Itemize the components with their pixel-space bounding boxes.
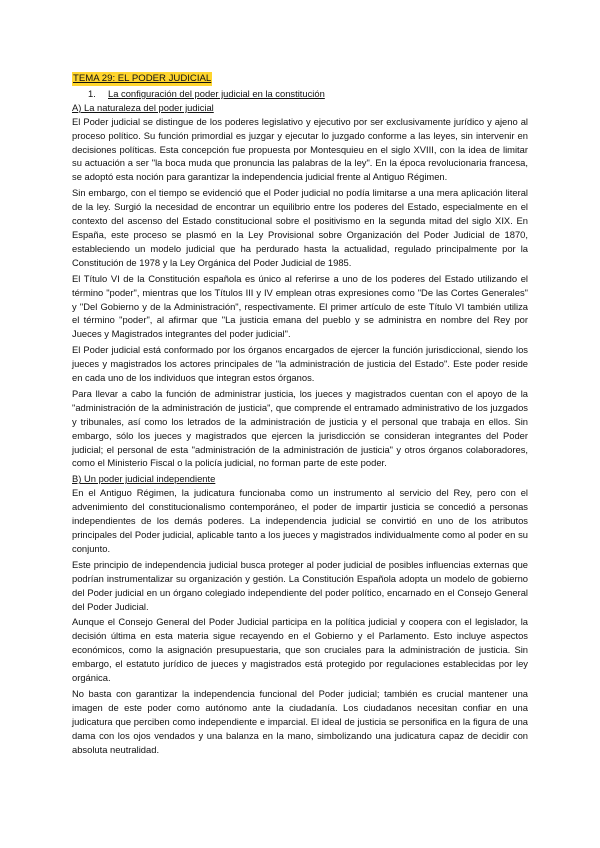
subsection-heading: B) Un poder judicial independiente xyxy=(72,473,216,485)
section-number: 1. xyxy=(88,87,96,99)
section-title-line xyxy=(88,87,528,101)
paragraph: No basta con garantizar la independencia funcional del Poder judicial; también es crucial mantener una imagen de este poder como autónomo ante la ciudadanía. Los ciudadanos necesitan confiar en una judicatura que perciben como independiente e imparcial. El ideal de justicia se personifica en la figura de una dama con los ojos vendados y una balanza en la mano, simbolizando una judicatura capaz de decidir con absoluta neutralidad. xyxy=(72,687,528,755)
paragraph: Para llevar a cabo la función de administrar justicia, los jueces y magistrados cuentan con el apoyo de la "administración de la administración de justicia", que comprende el entramado administrativo de los juzgados y tribunales, así como los letrados de la administración de justicia y el personal que trabaja en ellos. Sin embargo, sólo los jueces y magistrados que ejercen la jurisdicción se consideran integrantes del Poder judicial; el personal de esta "administración de la administración de justicia" y otros órganos colaboradores, como el Ministerio Fiscal o la policía judicial, no forman parte de este poder. xyxy=(72,387,528,469)
paragraph: Este principio de independencia judicial busca proteger al poder judicial de posibles influencias externas que podrían instrumentalizar su organización y gestión. La Constitución Española adopta un modelo de gobierno del Poder judicial en un órgano colegiado independiente del poder político, encarnado en el Consejo General del Poder Judicial. xyxy=(72,558,528,612)
paragraph: El Poder judicial está conformado por los órganos encargados de ejercer la función jurisdiccional, siendo los jueces y magistrados los actores principales de "la administración de justicia del Estado". Este poder reside en cada uno de los individuos que integran estos órganos. xyxy=(72,344,528,384)
paragraph: El Título VI de la Constitución española es único al referirse a uno de los poderes del Estado utilizando el término "poder", mientras que los Títulos III y IV emplean otras expresiones como "De las Cortes Generales" y "Del Gobierno y de la Administración", respectivamente. El primer artículo de este Título VI también utiliza el término "poder", al afirmar que "La justicia emana del pueblo y se administra en nombre del Rey por Jueces y Magistrados integrantes del poder judicial". xyxy=(72,272,528,340)
subsection-b xyxy=(72,472,528,756)
section-title: La configuración del poder judicial en la constitución xyxy=(108,87,325,99)
subsection-heading: A) La naturaleza del poder judicial xyxy=(72,101,214,113)
title-line xyxy=(72,71,528,87)
document-page xyxy=(72,71,528,759)
paragraph: Sin embargo, con el tiempo se evidenció que el Poder judicial no podía limitarse a una mera aplicación literal de la ley. Surgió la necesidad de encontrar un equilibrio entre los poderes del Estado, especialmente en el contexto del ascenso del Estado constitucional sobre el positivismo en la segunda mitad del siglo XIX. En España, este proceso se plasmó en la Ley Provisional sobre Organización del Poder Judicial de 1870, estableciendo un modelo judicial que ha perdurado hasta la actualidad, regulado principalmente por la Constitución de 1978 y la Ley Orgánica del Poder Judicial de 1985. xyxy=(72,187,528,268)
paragraph: El Poder judicial se distingue de los poderes legislativo y ejecutivo por ser exclusivamente jurídico y ajeno al proceso político. Su función primordial es juzgar y ejecutar lo juzgado conforme a las leyes, sin intervenir en decisiones políticas. Esta concepción fue propuesta por Montesquieu en el siglo XVIII, con la idea de limitar su actuación a ser "la boca muda que pronuncia las palabras de la ley". En la época revolucionaria francesa, se adoptó esta noción para garantizar la independencia judicial frente al Antiguo Régimen. xyxy=(72,115,528,183)
paragraph: Aunque el Consejo General del Poder Judicial participa en la política judicial y coopera con el legislador, la decisión última en esta materia sigue recayendo en el Gobierno y el Parlamento. Esto incluye aspectos económicos, como la asignación presupuestaria, que son cruciales para la administración de justicia. Sin embargo, el estatuto jurídico de jueces y magistrados está protegido por regulaciones establecidas por ley orgánica. xyxy=(72,616,528,684)
subsection-a xyxy=(72,101,528,471)
paragraph: En el Antiguo Régimen, la judicatura funcionaba como un instrumento al servicio del Rey, pero con el advenimiento del constitucionalismo contemporáneo, el poder de impartir justicia se concedió a personas independientes de los demás poderes. La independencia judicial se convirtió en uno de los atributos principales del Poder judicial, aplicable tanto a los jueces y magistrados individualmente como al poder en su conjunto. xyxy=(72,487,528,554)
document-title: TEMA 29: EL PODER JUDICIAL xyxy=(73,73,212,84)
